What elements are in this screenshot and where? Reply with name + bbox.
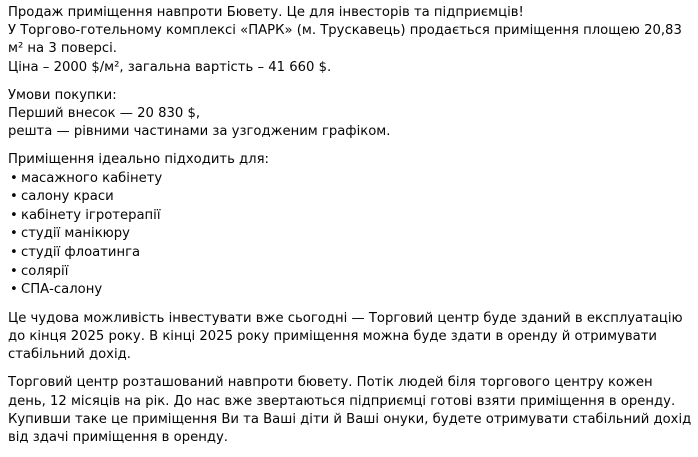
investment-paragraph: Це чудова можливість інвестувати вже сьогодні — Торговий центр буде зданий в експлуатацію до кінця 2025 року. В кінці 2025 року приміщення можна буде здати в оренду й отримувати стабільний дохід. [8, 310, 683, 363]
list-item-label: масажного кабінету [21, 170, 163, 186]
list-item [8, 207, 694, 226]
bullet-icon: • [10, 245, 18, 260]
list-item-label: СПА-салону [21, 282, 103, 298]
list-item [8, 170, 694, 189]
suitable-section [8, 151, 694, 299]
list-item-label: солярії [21, 263, 69, 279]
list-item-label: студії флоатинга [21, 245, 141, 260]
suitable-title: Приміщення ідеально підходить для: [8, 152, 269, 168]
bullet-icon: • [10, 207, 18, 223]
down-payment-text: Перший внесок — 20 830 $, [8, 106, 201, 122]
rest-payment-text: решта — рівними частинами за узгодженим графіком. [8, 124, 391, 140]
intro-paragraph [8, 4, 694, 77]
bullet-icon: • [10, 189, 18, 205]
suitable-list [8, 170, 694, 300]
bullet-icon: • [10, 226, 18, 242]
list-item-label: студії манікюру [21, 226, 130, 242]
list-item-label: салону краси [21, 189, 114, 205]
list-item-label: кабінету ігротерапії [21, 207, 161, 223]
bullet-icon: • [10, 170, 18, 186]
description-text: У Торгово-готельному комплексі «ПАРК» (м. Трускавець) продається приміщення площею 20,83 м² на 3 поверсі. [8, 23, 682, 57]
post-text [8, 4, 694, 457]
list-item [8, 188, 694, 207]
list-item [8, 281, 694, 300]
location-paragraph: Торговий центр розташований навпроти бювету. Потік людей біля торгового центру кожен день, 12 місяців на рік. До нас вже звертаються підприємці готові взяти приміщення в оренду. Купивши таке це приміщення Ви та Ваші діти й Ваші онуки, будете отримувати стабільний дохід від здачі приміщення в оренду. [8, 375, 692, 445]
terms-paragraph [8, 87, 694, 142]
bullet-icon: • [10, 263, 18, 279]
list-item [8, 225, 694, 244]
headline-text: Продаж приміщення навпроти Бювету. Це для інвесторів та підприємців! [8, 5, 524, 20]
bullet-icon: • [10, 282, 18, 298]
price-text: Ціна – 2000 $/м², загальна вартість – 41 660 $. [8, 59, 332, 75]
list-item [8, 244, 694, 263]
terms-title: Умови покупки: [8, 87, 117, 103]
list-item [8, 263, 694, 282]
